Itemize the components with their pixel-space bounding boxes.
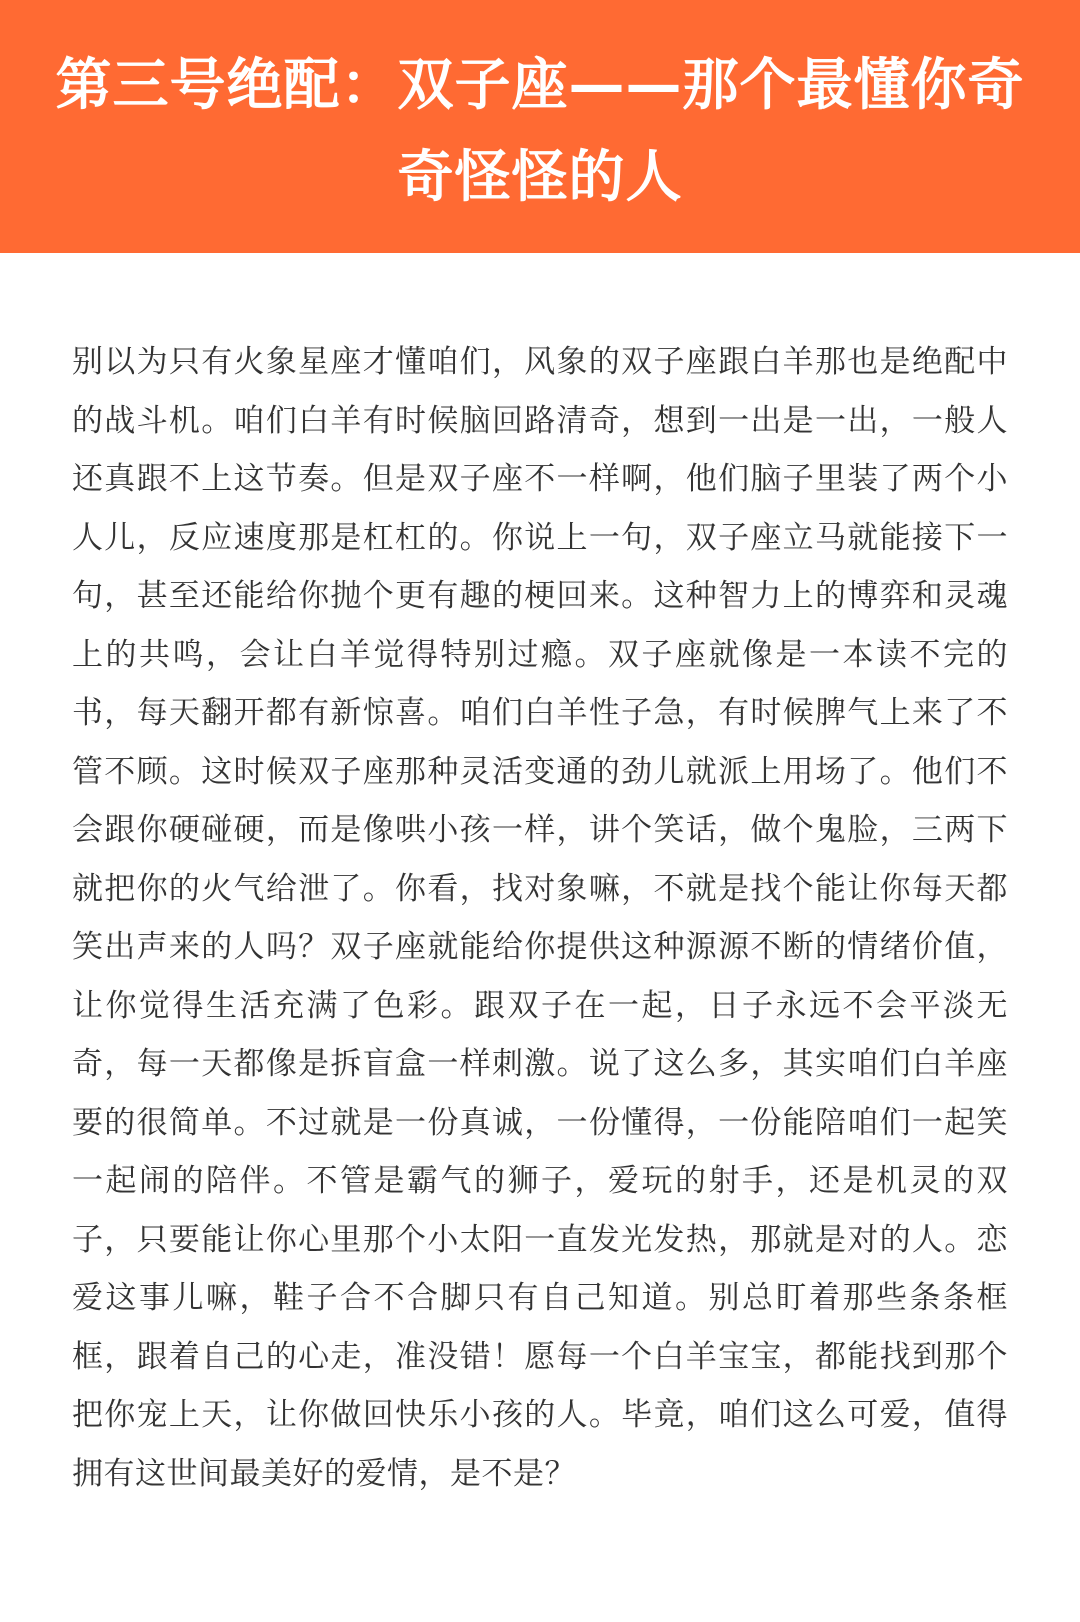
article-content <box>72 333 1008 1503</box>
page-title: 第三号绝配：双子座——那个最懂你奇奇怪怪的人 <box>55 53 1025 210</box>
header-banner <box>0 0 1080 253</box>
article-paragraph: 别以为只有火象星座才懂咱们，风象的双子座跟白羊那也是绝配中的战斗机。咱们白羊有时候脑回路清奇，想到一出是一出，一般人还真跟不上这节奏。但是双子座不一样啊，他们脑子里装了两个小人儿，反应速度那是杠杠的。你说上一句，双子座立马就能接下一句，甚至还能给你抛个更有趣的梗回来。这种智力上的博弈和灵魂上的共鸣，会让白羊觉得特别过瘾。双子座就像是一本读不完的书，每天翻开都有新惊喜。咱们白羊性子急，有时候脾气上来了不管不顾。这时候双子座那种灵活变通的劲儿就派上用场了。他们不会跟你硬碰硬，而是像哄小孩一样，讲个笑话，做个鬼脸，三两下就把你的火气给泄了。你看，找对象嘛，不就是找个能让你每天都笑出声来的人吗？双子座就能给你提供这种源源不断的情绪价值，让你觉得生活充满了色彩。跟双子在一起，日子永远不会平淡无奇，每一天都像是拆盲盒一样刺激。说了这么多，其实咱们白羊座要的很简单。不过就是一份真诚，一份懂得，一份能陪咱们一起笑一起闹的陪伴。不管是霸气的狮子，爱玩的射手，还是机灵的双子，只要能让你心里那个小太阳一直发光发热，那就是对的人。恋爱这事儿嘛，鞋子合不合脚只有自己知道。别总盯着那些条条框框，跟着自己的心走，准没错！愿每一个白羊宝宝，都能找到那个把你宠上天，让你做回快乐小孩的人。毕竟，咱们这么可爱，值得拥有这世间最美好的爱情，是不是？ <box>72 344 1008 1492</box>
